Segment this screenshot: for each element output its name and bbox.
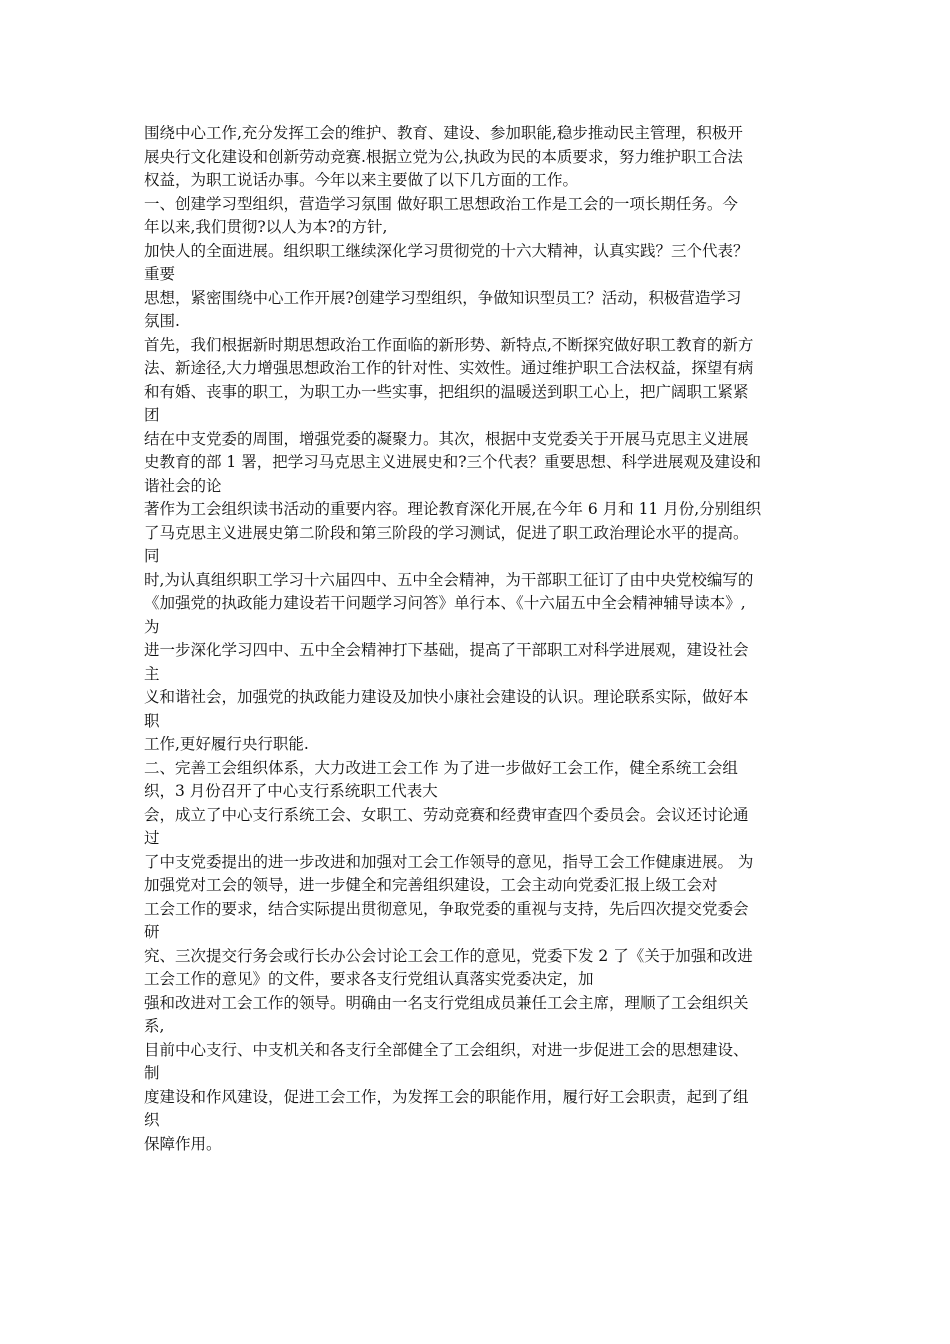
text-line: 保障作用。 [144,1134,222,1153]
text-line: 职 [144,711,160,730]
text-line: 制 [144,1064,160,1082]
text-line: 进一步深化学习四中、五中全会精神打下基础，提高了干部职工对科学进展观，建设社会 [144,641,749,659]
text-line: 加快人的全面进展。组织职工继续深化学习贯彻党的十六大精神，认真实践？三个代表？ [144,241,749,260]
text-line: 二、完善工会组织体系，大力改进工会工作 为了进一步做好工会工作，健全系统工会组 [144,758,738,777]
text-line: 度建设和作风建设，促进工会工作，为发挥工会的职能作用，履行好工会职责，起到了组 [144,1087,749,1106]
text-line: 工会工作的要求，结合实际提出贯彻意见，争取党委的重视与支持，先后四次提交党委会 [144,899,749,918]
text-line: 系, [144,1017,165,1035]
text-line: 著作为工会组织读书活动的重要内容。理论教育深化开展,在今年 6 月和 11 月份,分别组织 [144,500,762,518]
text-line: 结在中支党委的周围，增强党委的凝聚力。其次，根据中支党委关于开展马克思主义进展 [144,429,749,448]
text-line: 法、新途径,大力增强思想政治工作的针对性、实效性。通过维护职工合法权益，探望有病 [144,359,754,377]
document-body [144,122,814,1156]
text-line: 时,为认真组织职工学习十六届四中、五中全会精神，为干部职工征订了由中央党校编写的 [144,570,754,589]
text-line: 研 [144,923,160,941]
text-line: 了中支党委提出的进一步改进和加强对工会工作领导的意见，指导工会工作健康进展。 为 [144,852,754,871]
text-line: 义和谐社会，加强党的执政能力建设及加快小康社会建设的认识。理论联系实际，做好本 [144,688,749,706]
text-line: 重要 [144,265,176,283]
text-line: 首先，我们根据新时期思想政治工作面临的新形势、新特点,不断探究做好职工教育的新方 [144,335,754,354]
text-line: 年以来,我们贯彻?以人为本?的方针, [144,218,388,236]
text-line: 团 [144,406,160,424]
text-line: 思想，紧密围绕中心工作开展?创建学习型组织，争做知识型员工？活动，积极营造学习 [144,288,742,307]
text-line: 《加强党的执政能力建设若干问题学习问答》单行本、《十六届五中全会精神辅导读本》, [144,594,746,612]
text-line: 一、创建学习型组织，营造学习氛围 做好职工思想政治工作是工会的一项长期任务。今 [144,194,738,213]
text-line: 目前中心支行、中支机关和各支行全部健全了工会组织，对进一步促进工会的思想建设、 [144,1040,749,1059]
text-line: 主 [144,664,160,683]
text-line: 工会工作的意见》的文件，要求各支行党组认真落实党委决定，加 [144,970,594,988]
text-line: 权益，为职工说话办事。今年以来主要做了以下几方面的工作。 [144,171,579,189]
text-line: 强和改进对工会工作的领导。明确由一名支行党组成员兼任工会主席，理顺了工会组织关 [144,993,749,1012]
text-line: 会，成立了中心支行系统工会、女职工、劳动竞赛和经费审查四个委员会。会议还讨论通 [144,805,749,824]
text-line: 氛围. [144,312,180,330]
text-line: 史教育的部 1 署，把学习马克思主义进展史和?三个代表？重要思想、科学进展观及建设和 [144,453,762,471]
text-line: 同 [144,547,160,565]
text-line: 了马克思主义进展史第二阶段和第三阶段的学习测试，促进了职工政治理论水平的提高。 [144,523,749,542]
text-line: 围绕中心工作,充分发挥工会的维护、教育、建设、参加职能,稳步推动民主管理，积极开 [144,124,743,142]
text-line: 织，3 月份召开了中心支行系统职工代表大 [144,782,438,800]
text-line: 过 [144,829,160,847]
text-line: 加强党对工会的领导，进一步健全和完善组织建设，工会主动向党委汇报上级工会对 [144,876,718,894]
text-line: 织 [144,1111,160,1129]
text-line: 究、三次提交行务会或行长办公会讨论工会工作的意见，党委下发 2 了《关于加强和改进 [144,946,753,965]
text-line: 为 [144,617,160,636]
text-line: 谐社会的论 [144,476,222,495]
text-line: 工作,更好履行央行职能. [144,735,309,753]
text-line: 展央行文化建设和创新劳动竞赛.根据立党为公,执政为民的本质要求，努力维护职工合法 [144,147,743,166]
text-line: 和有婚、丧事的职工，为职工办一些实事，把组织的温暖送到职工心上，把广阔职工紧紧 [144,382,749,401]
